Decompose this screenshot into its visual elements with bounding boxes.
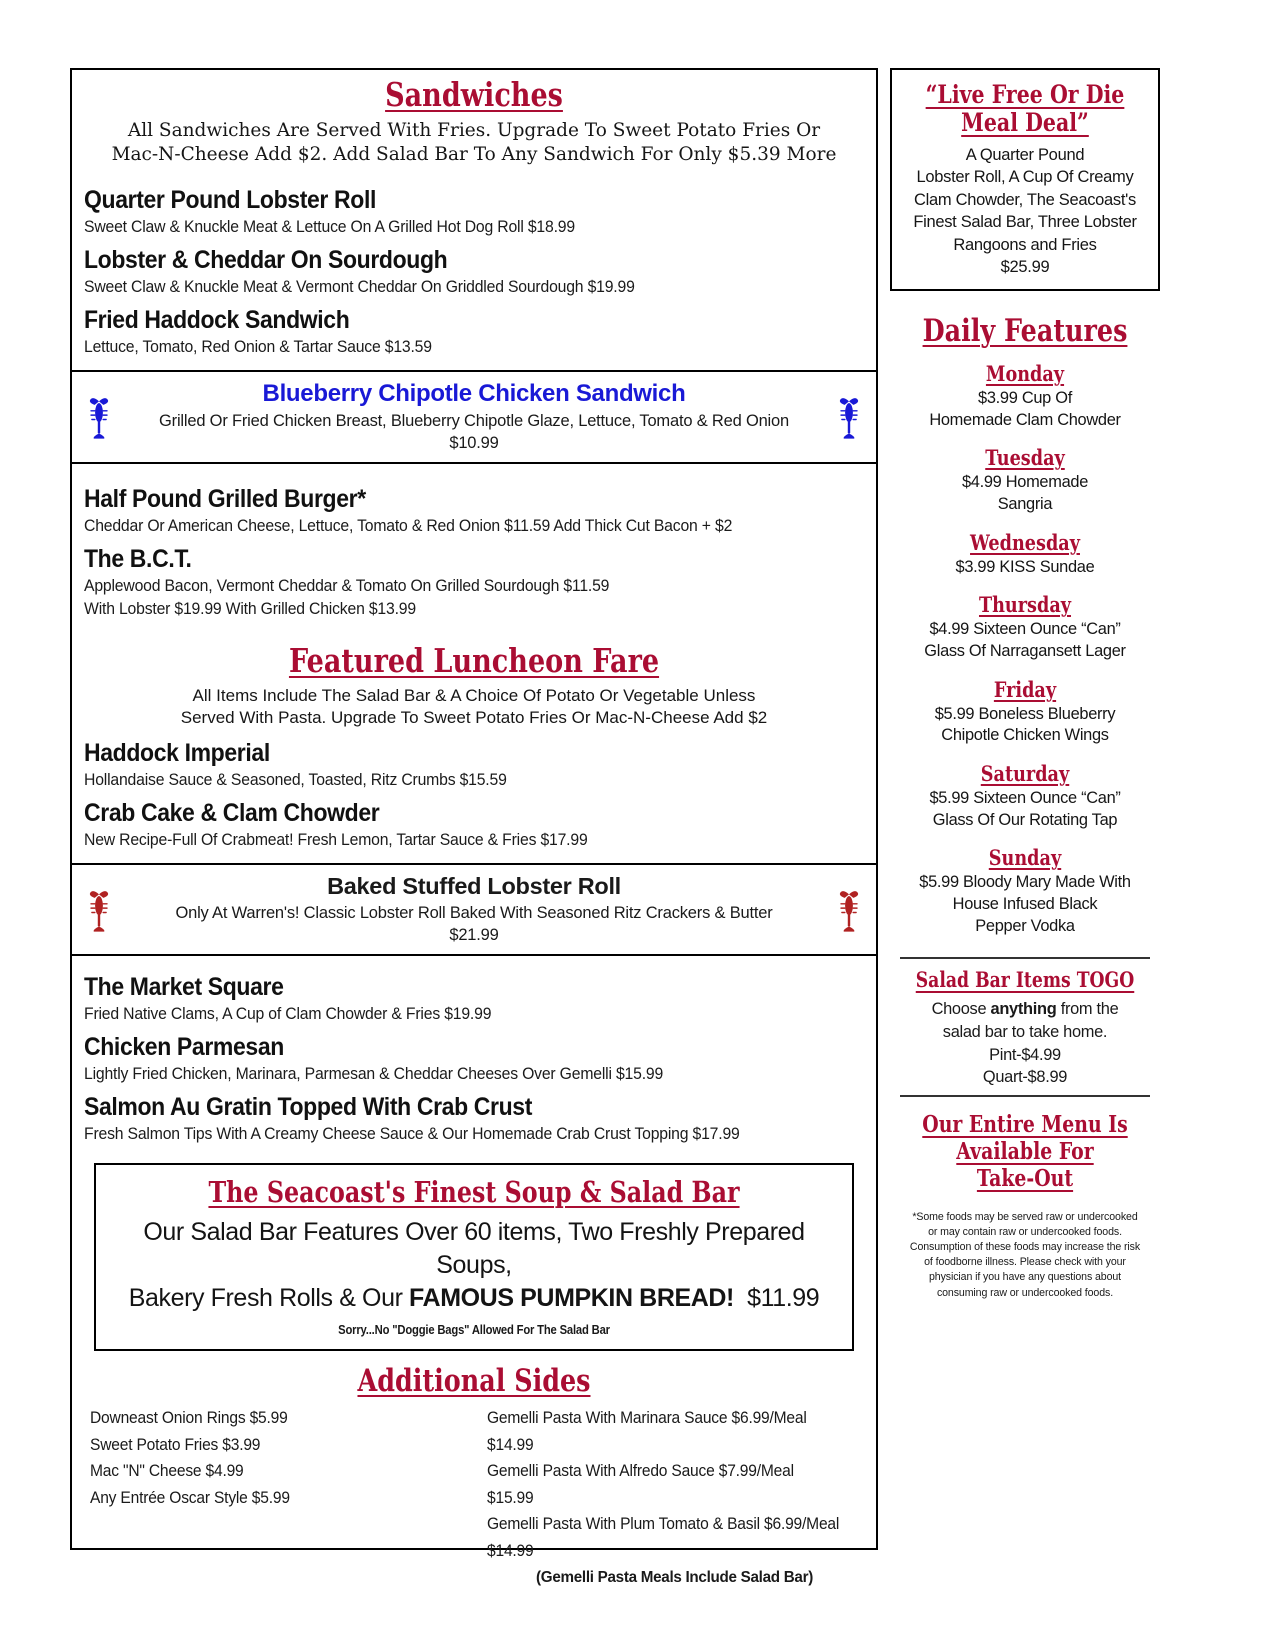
- meal-deal-box: [890, 68, 1160, 291]
- togo-line-2: salad bar to take home.: [942, 1023, 1108, 1042]
- luncheon-heading: Featured Luncheon Fare: [288, 641, 660, 681]
- menu-item: [84, 1093, 864, 1144]
- sidebar-column: [890, 68, 1160, 1550]
- featured-title: Blueberry Chipotle Chicken Sandwich: [262, 380, 686, 408]
- disclaimer-line: consuming raw or undercooked foods.: [936, 1286, 1114, 1299]
- salad-bar-heading: The Seacoast's Finest Soup & Salad Bar: [208, 1175, 740, 1210]
- day-label: Thursday: [978, 592, 1072, 618]
- divider-takeout: [900, 1095, 1150, 1097]
- featured-blueberry-chicken-sandwich: [72, 370, 876, 464]
- food-safety-disclaimer: [890, 1210, 1160, 1300]
- sandwiches-intro-line-2: Mac-N-Cheese Add $2. Add Salad Bar To Any Sandwich For Only $5.39 More: [111, 144, 837, 166]
- salad-bar-pumpkin-bread: FAMOUS PUMPKIN BREAD!: [409, 1283, 734, 1312]
- daily-feature-tuesday: [890, 445, 1160, 515]
- side-item: Gemelli Pasta With Plum Tomato & Basil $6.99/Meal $14.99: [487, 1515, 840, 1560]
- togo-quart-price: Quart-$8.99: [982, 1068, 1068, 1087]
- menu-item: [84, 973, 864, 1024]
- day-line: $3.99 Cup Of: [978, 389, 1072, 408]
- togo-line-1-suffix: from the: [1056, 1000, 1119, 1019]
- featured-body: [116, 873, 832, 946]
- day-line: House Infused Black: [952, 895, 1098, 914]
- lobster-icon-right: [832, 395, 866, 439]
- divider-togo: [900, 957, 1150, 959]
- menu-item: [84, 739, 864, 790]
- meal-deal-line: Finest Salad Bar, Three Lobster: [913, 213, 1137, 232]
- meal-deal-price: $25.99: [1000, 258, 1050, 277]
- menu-item-desc: Fresh Salmon Tips With A Creamy Cheese Sauce & Our Homemade Crab Crust Topping $17.99: [84, 1124, 740, 1144]
- menu-item-name: Chicken Parmesan: [84, 1033, 284, 1062]
- salad-bar-togo-block: [890, 967, 1160, 1089]
- daily-feature-wednesday: [890, 530, 1160, 579]
- featured-body: [116, 380, 832, 454]
- sides-column-right: [473, 1405, 862, 1590]
- menu-item: [84, 1033, 864, 1084]
- togo-pint-price: Pint-$4.99: [989, 1045, 1061, 1064]
- togo-body: [890, 998, 1160, 1089]
- salad-bar-line-2-prefix: Bakery Fresh Rolls & Our: [128, 1283, 410, 1312]
- day-label: Saturday: [980, 761, 1070, 787]
- menu-item-desc: Sweet Claw & Knuckle Meat & Lettuce On A Grilled Hot Dog Roll $18.99: [84, 217, 575, 237]
- daily-feature-friday: [890, 677, 1160, 747]
- menu-item-desc: Applewood Bacon, Vermont Cheddar & Tomato On Grilled Sourdough $11.59: [84, 576, 610, 596]
- additional-sides-heading: Additional Sides: [357, 1362, 591, 1399]
- sides-grid: [72, 1405, 876, 1590]
- takeout-heading: [914, 1111, 1135, 1192]
- lobster-icon: [836, 888, 862, 932]
- lobster-icon: [86, 395, 112, 439]
- togo-line-1-prefix: Choose: [931, 1000, 991, 1019]
- sandwiches-intro-line-1: All Sandwiches Are Served With Fries. Upgrade To Sweet Potato Fries Or: [127, 119, 821, 141]
- menu-item-name: Crab Cake & Clam Chowder: [84, 799, 380, 828]
- day-line: $4.99 Homemade: [961, 473, 1089, 492]
- main-menu-column: [70, 68, 878, 1586]
- menu-item: [84, 186, 864, 237]
- menu-item-name: The B.C.T.: [84, 545, 192, 574]
- menu-item-desc: Sweet Claw & Knuckle Meat & Vermont Cheddar On Griddled Sourdough $19.99: [84, 277, 635, 297]
- sandwiches-intro: [72, 119, 876, 169]
- day-label: Monday: [985, 361, 1065, 387]
- togo-heading: Salad Bar Items TOGO: [915, 967, 1135, 993]
- menu-item-desc: Lettuce, Tomato, Red Onion & Tartar Sauce $13.59: [84, 337, 432, 357]
- side-item: Downeast Onion Rings $5.99: [90, 1409, 288, 1428]
- daily-feature-thursday: [890, 592, 1160, 662]
- takeout-line-1: Our Entire Menu Is: [922, 1110, 1128, 1138]
- togo-line-1: [890, 998, 1160, 1021]
- takeout-line-2: Available For: [956, 1138, 1094, 1166]
- disclaimer-line: or may contain raw or undercooked foods.: [928, 1226, 1122, 1239]
- salad-bar-price: $11.99: [747, 1283, 820, 1312]
- side-item: Gemelli Pasta With Marinara Sauce $6.99/Meal $14.99: [487, 1409, 807, 1454]
- featured-desc: Grilled Or Fried Chicken Breast, Blueberry Chipotle Glaze, Lettuce, Tomato & Red Onion: [159, 412, 789, 431]
- salad-bar-line-1: Our Salad Bar Features Over 60 items, Two Freshly Prepared Soups,: [143, 1217, 805, 1279]
- menu-item-name: Salmon Au Gratin Topped With Crab Crust: [84, 1093, 532, 1122]
- menu-item: [84, 306, 864, 357]
- day-line: Sangria: [997, 495, 1053, 514]
- lobster-icon-left: [82, 888, 116, 932]
- meal-deal-title-line-2: Meal Deal”: [961, 108, 1089, 137]
- meal-deal-title-line-1: “Live Free Or Die: [925, 80, 1125, 109]
- salad-bar-spacer: [734, 1284, 747, 1312]
- salad-bar-note: Sorry...No "Doggie Bags" Allowed For The Salad Bar: [338, 1322, 610, 1337]
- disclaimer-line: physician if you have any questions about: [928, 1271, 1121, 1284]
- takeout-line-3: Take-Out: [976, 1165, 1074, 1193]
- menu-item: [84, 545, 864, 619]
- luncheon-intro-line-2: Served With Pasta. Upgrade To Sweet Potato Fries Or Mac-N-Cheese Add $2: [180, 708, 768, 728]
- featured-baked-stuffed-lobster-roll: [72, 863, 876, 956]
- meal-deal-line: Lobster Roll, A Cup Of Creamy: [916, 168, 1134, 187]
- luncheon-items: [72, 739, 876, 850]
- day-line: Glass Of Our Rotating Tap: [932, 810, 1118, 829]
- side-item: Sweet Potato Fries $3.99: [90, 1435, 261, 1454]
- salad-bar-line-2: [108, 1282, 840, 1315]
- featured-desc: Only At Warren's! Classic Lobster Roll Baked With Seasoned Ritz Crackers & Butter: [175, 904, 773, 923]
- featured-title: Baked Stuffed Lobster Roll: [327, 873, 621, 900]
- menu-item-desc: Hollandaise Sauce & Seasoned, Toasted, Ritz Crumbs $15.59: [84, 770, 507, 790]
- menu-item-desc-2: With Lobster $19.99 With Grilled Chicken $13.99: [84, 599, 416, 619]
- lobster-icon-right: [832, 888, 866, 932]
- meal-deal-body: [900, 144, 1150, 279]
- side-note: (Gemelli Pasta Meals Include Salad Bar): [536, 1568, 813, 1586]
- day-line: $5.99 Boneless Blueberry: [934, 704, 1116, 723]
- menu-item-name: Fried Haddock Sandwich: [84, 306, 350, 335]
- menu-item-name: Quarter Pound Lobster Roll: [84, 186, 377, 215]
- menu-item: [84, 485, 864, 536]
- lobster-icon: [86, 888, 112, 932]
- luncheon-intro: [72, 685, 876, 731]
- menu-item-name: The Market Square: [84, 973, 284, 1002]
- lobster-icon: [836, 395, 862, 439]
- meal-deal-line: A Quarter Pound: [965, 146, 1085, 164]
- menu-item-desc: Lightly Fried Chicken, Marinara, Parmesan & Cheddar Cheeses Over Gemelli $15.99: [84, 1064, 664, 1084]
- featured-price: $21.99: [449, 925, 499, 944]
- menu-item-name: Haddock Imperial: [84, 739, 270, 768]
- disclaimer-line: *Some foods may be served raw or undercooked: [912, 1211, 1138, 1224]
- menu-item-name: Lobster & Cheddar On Sourdough: [84, 246, 448, 275]
- disclaimer-line: of foodborne illness. Please check with your: [924, 1256, 1126, 1269]
- menu-item-desc: New Recipe-Full Of Crabmeat! Fresh Lemon, Tartar Sauce & Fries $17.99: [84, 830, 588, 850]
- day-line: $5.99 Bloody Mary Made With: [919, 873, 1131, 892]
- day-label: Friday: [993, 676, 1057, 702]
- sandwiches-heading: Sandwiches: [385, 75, 563, 114]
- day-label: Sunday: [988, 845, 1062, 871]
- day-line: Glass Of Narragansett Lager: [924, 642, 1126, 661]
- section-additional-sides: [72, 1351, 876, 1591]
- daily-features-heading: Daily Features: [922, 312, 1128, 349]
- daily-feature-saturday: [890, 761, 1160, 831]
- side-item: Any Entrée Oscar Style $5.99: [90, 1488, 290, 1507]
- day-line: Pepper Vodka: [975, 916, 1075, 935]
- togo-emphasis: anything: [990, 1000, 1057, 1019]
- day-label: Wednesday: [970, 529, 1080, 555]
- luncheon-intro-line-1: All Items Include The Salad Bar & A Choice Of Potato Or Vegetable Unless: [192, 685, 756, 705]
- menu-item-desc: Cheddar Or American Cheese, Lettuce, Tomato & Red Onion $11.59 Add Thick Cut Bacon + $2: [84, 516, 733, 536]
- day-line: $4.99 Sixteen Ounce “Can”: [929, 620, 1121, 639]
- menu-item: [84, 799, 864, 850]
- sides-column-left: [90, 1405, 465, 1590]
- day-line: $5.99 Sixteen Ounce “Can”: [929, 789, 1121, 808]
- section-burgers: [72, 476, 876, 622]
- salad-bar-box: [94, 1163, 854, 1350]
- daily-feature-monday: [890, 361, 1160, 431]
- side-item: Gemelli Pasta With Alfredo Sauce $7.99/Meal $15.99: [487, 1462, 794, 1507]
- disclaimer-line: Consumption of these foods may increase the risk: [909, 1241, 1141, 1254]
- sandwich-items: [72, 186, 876, 357]
- daily-feature-sunday: [890, 845, 1160, 937]
- day-line: Chipotle Chicken Wings: [941, 726, 1109, 745]
- side-item: Mac "N" Cheese $4.99: [90, 1462, 244, 1481]
- menu-item: [84, 246, 864, 297]
- meal-deal-line: Clam Chowder, The Seacoast's: [914, 190, 1136, 209]
- section-sandwiches: [72, 70, 876, 360]
- lobster-icon-left: [82, 395, 116, 439]
- section-entrees: [72, 964, 876, 1147]
- section-luncheon: [72, 636, 876, 853]
- day-label: Tuesday: [985, 445, 1065, 471]
- meal-deal-heading: [923, 81, 1128, 137]
- meal-deal-line: Rangoons and Fries: [953, 235, 1097, 254]
- menu-item-desc: Fried Native Clams, A Cup of Clam Chowder & Fries $19.99: [84, 1004, 492, 1024]
- day-line: $3.99 KISS Sundae: [955, 557, 1095, 576]
- day-line: Homemade Clam Chowder: [929, 410, 1121, 429]
- menu-item-name: Half Pound Grilled Burger*: [84, 485, 366, 514]
- featured-price: $10.99: [449, 433, 499, 452]
